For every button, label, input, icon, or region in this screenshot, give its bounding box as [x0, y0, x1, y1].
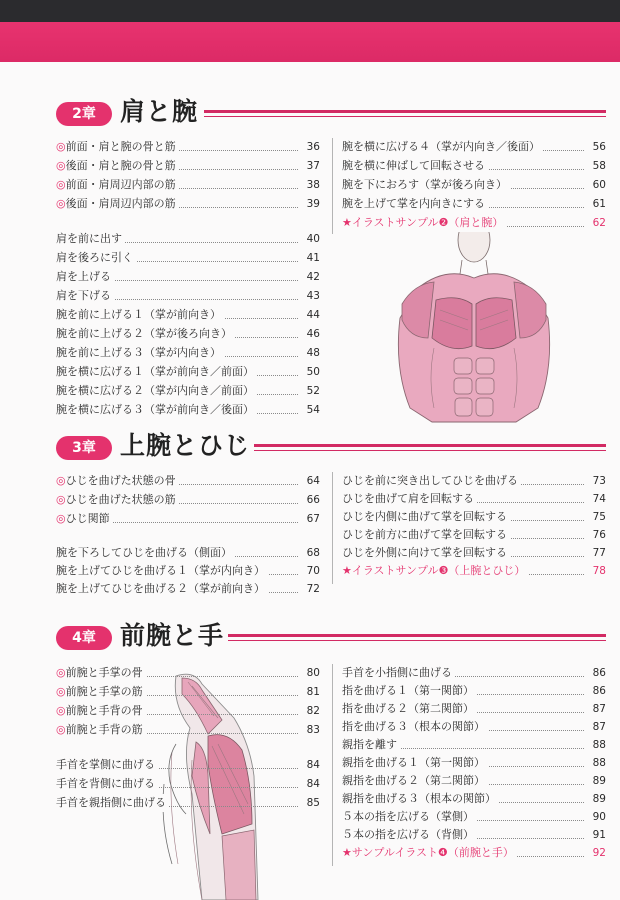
- chapter-title: 肩と腕: [120, 97, 199, 126]
- bullet-circle-icon: ◎: [56, 512, 66, 525]
- toc-entry[interactable]: 腕を横に広げる４（掌が内向き／後面） 56: [342, 138, 606, 156]
- page-number: 41: [300, 249, 320, 267]
- toc-entry[interactable]: 腕を下ろしてひじを曲げる（側面） 68: [56, 544, 320, 562]
- column-divider: [332, 138, 333, 234]
- toc-entry[interactable]: 親指を曲げる２（第二関節） 89: [342, 772, 606, 790]
- page-number: 74: [586, 490, 606, 508]
- toc-entry-illustration-sample[interactable]: ★サンプルイラスト❹（前腕と手） 92: [342, 844, 606, 862]
- page-number: 40: [300, 230, 320, 248]
- page-number: 84: [300, 775, 320, 793]
- toc-entry[interactable]: 腕を横に広げる２（掌が内向き／前面） 52: [56, 382, 320, 400]
- page-number: 37: [300, 157, 320, 175]
- top-pink-band: [0, 22, 620, 62]
- toc-entry[interactable]: 腕を前に上げる３（掌が内向き） 48: [56, 344, 320, 362]
- page-number: 67: [300, 510, 320, 528]
- page-number: 77: [586, 544, 606, 562]
- top-dark-band: [0, 0, 620, 22]
- page-number: 72: [300, 580, 320, 598]
- toc-entry[interactable]: 肩を上げる 42: [56, 268, 320, 286]
- toc-entry[interactable]: ひじを前に突き出してひじを曲げる 73: [342, 472, 606, 490]
- page-number: 85: [300, 794, 320, 812]
- page-number: 87: [586, 718, 606, 736]
- chapter-badge: 4章: [56, 626, 112, 650]
- page-number: 43: [300, 287, 320, 305]
- toc-entry[interactable]: ひじを前方に曲げて掌を回転する 76: [342, 526, 606, 544]
- chapter-rule: [254, 444, 606, 451]
- star-icon: ★: [342, 216, 352, 229]
- toc-entry[interactable]: ひじを曲げて肩を回転する 74: [342, 490, 606, 508]
- toc-entry[interactable]: 指を曲げる２（第二関節） 87: [342, 700, 606, 718]
- chapter-3-heading: [56, 428, 606, 466]
- page-number: 70: [300, 562, 320, 580]
- toc-entry[interactable]: 手首を掌側に曲げる 84: [56, 756, 320, 774]
- chapter-rule: [228, 634, 606, 641]
- toc-entry[interactable]: ◎前面・肩と腕の骨と筋 36: [56, 138, 320, 156]
- chapter-badge: 2章: [56, 102, 112, 126]
- toc-entry[interactable]: ５本の指を広げる（掌側） 90: [342, 808, 606, 826]
- toc-entry[interactable]: 腕を横に伸ばして回転させる 58: [342, 157, 606, 175]
- toc-entry[interactable]: 指を曲げる３（根本の関節） 87: [342, 718, 606, 736]
- page-number: 36: [300, 138, 320, 156]
- page-number: 64: [300, 472, 320, 490]
- toc-entry[interactable]: ◎ひじ関節 67: [56, 510, 320, 528]
- toc-entry[interactable]: 肩を下げる 43: [56, 287, 320, 305]
- bullet-circle-icon: ◎: [56, 140, 66, 153]
- star-icon: ★: [342, 564, 352, 577]
- chapter-2-left-list: [56, 138, 320, 416]
- bullet-circle-icon: ◎: [56, 493, 66, 506]
- toc-entry[interactable]: 腕を前に上げる１（掌が前向き） 44: [56, 306, 320, 324]
- page-number: 78: [586, 562, 606, 580]
- page-number: 81: [300, 683, 320, 701]
- toc-entry[interactable]: 指を曲げる１（第一関節） 86: [342, 682, 606, 700]
- page-number: 73: [586, 472, 606, 490]
- chapter-rule: [204, 110, 606, 117]
- toc-entry[interactable]: ◎前腕と手掌の筋 81: [56, 683, 320, 701]
- torso-muscle-illustration: [388, 208, 560, 426]
- page-number: 88: [586, 736, 606, 754]
- page-number: 86: [586, 682, 606, 700]
- page-number: 42: [300, 268, 320, 286]
- page-number: 46: [300, 325, 320, 343]
- chapter-title: 上腕とひじ: [120, 431, 251, 460]
- bullet-circle-icon: ◎: [56, 723, 66, 736]
- page-number: 54: [300, 401, 320, 419]
- page-number: 38: [300, 176, 320, 194]
- toc-entry[interactable]: ひじを外側に向けて掌を回転する 77: [342, 544, 606, 562]
- toc-entry[interactable]: 親指を曲げる３（根本の関節） 89: [342, 790, 606, 808]
- toc-entry[interactable]: 手首を親指側に曲げる 85: [56, 794, 320, 812]
- page-number: 56: [586, 138, 606, 156]
- page-number: 68: [300, 544, 320, 562]
- toc-entry[interactable]: ◎前腕と手背の骨 82: [56, 702, 320, 720]
- chapter-badge: 3章: [56, 436, 112, 460]
- toc-entry[interactable]: ◎ひじを曲げた状態の筋 66: [56, 491, 320, 509]
- toc-entry[interactable]: ◎前面・肩周辺内部の筋 38: [56, 176, 320, 194]
- toc-entry[interactable]: 腕を横に広げる１（掌が前向き／前面） 50: [56, 363, 320, 381]
- toc-entry[interactable]: 腕を下におろす（掌が後ろ向き） 60: [342, 176, 606, 194]
- page-number: 84: [300, 756, 320, 774]
- toc-entry[interactable]: ◎前腕と手背の筋 83: [56, 721, 320, 739]
- toc-entry[interactable]: ◎ひじを曲げた状態の骨 64: [56, 472, 320, 490]
- toc-entry[interactable]: 肩を後ろに引く 41: [56, 249, 320, 267]
- bullet-circle-icon: ◎: [56, 159, 66, 172]
- page-number: 61: [586, 195, 606, 213]
- toc-entry[interactable]: ◎前腕と手掌の骨 80: [56, 664, 320, 682]
- page-number: 89: [586, 772, 606, 790]
- toc-entry[interactable]: 腕を上げて掌を内向きにする 61: [342, 195, 606, 213]
- page-number: 44: [300, 306, 320, 324]
- bullet-circle-icon: ◎: [56, 474, 66, 487]
- toc-entry[interactable]: ◎後面・肩周辺内部の筋 39: [56, 195, 320, 213]
- chapter-3-left-list: [56, 472, 320, 598]
- bullet-circle-icon: ◎: [56, 178, 66, 191]
- toc-entry[interactable]: 手首を背側に曲げる 84: [56, 775, 320, 793]
- page-number: 48: [300, 344, 320, 362]
- toc-entry[interactable]: 親指を曲げる１（第一関節） 88: [342, 754, 606, 772]
- toc-entry[interactable]: 親指を離す 88: [342, 736, 606, 754]
- chapter-4-right-list: [342, 664, 606, 866]
- page-number: 80: [300, 664, 320, 682]
- page-number: 86: [586, 664, 606, 682]
- page-number: 92: [586, 844, 606, 862]
- chapter-2-right-list: [342, 138, 606, 234]
- page-number: 82: [300, 702, 320, 720]
- bullet-circle-icon: ◎: [56, 197, 66, 210]
- chapter-3-right-list: [342, 472, 606, 584]
- page-number: 50: [300, 363, 320, 381]
- chapter-4-left-list: [56, 664, 320, 812]
- page-number: 58: [586, 157, 606, 175]
- toc-entry[interactable]: 腕を前に上げる２（掌が後ろ向き） 46: [56, 325, 320, 343]
- toc-entry-illustration-sample[interactable]: ★イラストサンプル❸（上腕とひじ） 78: [342, 562, 606, 580]
- toc-entry[interactable]: ひじを内側に曲げて掌を回転する 75: [342, 508, 606, 526]
- page-number: 75: [586, 508, 606, 526]
- column-divider: [332, 472, 333, 584]
- chapter-title: 前腕と手: [120, 621, 225, 650]
- star-icon: ★: [342, 846, 352, 859]
- toc-entry[interactable]: ５本の指を広げる（背側） 91: [342, 826, 606, 844]
- toc-entry[interactable]: 腕を上げてひじを曲げる２（掌が前向き） 72: [56, 580, 320, 598]
- page-number: 88: [586, 754, 606, 772]
- page-number: 60: [586, 176, 606, 194]
- page-number: 52: [300, 382, 320, 400]
- toc-entry[interactable]: 手首を小指側に曲げる 86: [342, 664, 606, 682]
- toc-entry[interactable]: 腕を上げてひじを曲げる１（掌が内向き） 70: [56, 562, 320, 580]
- page-number: 39: [300, 195, 320, 213]
- page-number: 76: [586, 526, 606, 544]
- toc-entry-illustration-sample[interactable]: ★イラストサンプル❷（肩と腕） 62: [342, 214, 606, 232]
- toc-entry[interactable]: 腕を横に広げる３（掌が前向き／後面） 54: [56, 401, 320, 419]
- bullet-circle-icon: ◎: [56, 685, 66, 698]
- page-number: 90: [586, 808, 606, 826]
- page-number: 66: [300, 491, 320, 509]
- page-number: 83: [300, 721, 320, 739]
- chapter-4-heading: [56, 618, 606, 656]
- page-number: 62: [586, 214, 606, 232]
- toc-entry[interactable]: ◎後面・肩と腕の骨と筋 37: [56, 157, 320, 175]
- bullet-circle-icon: ◎: [56, 704, 66, 717]
- toc-entry[interactable]: 肩を前に出す 40: [56, 230, 320, 248]
- chapter-2-heading: [56, 94, 606, 132]
- page-number: 87: [586, 700, 606, 718]
- page-number: 89: [586, 790, 606, 808]
- page-number: 91: [586, 826, 606, 844]
- bullet-circle-icon: ◎: [56, 666, 66, 679]
